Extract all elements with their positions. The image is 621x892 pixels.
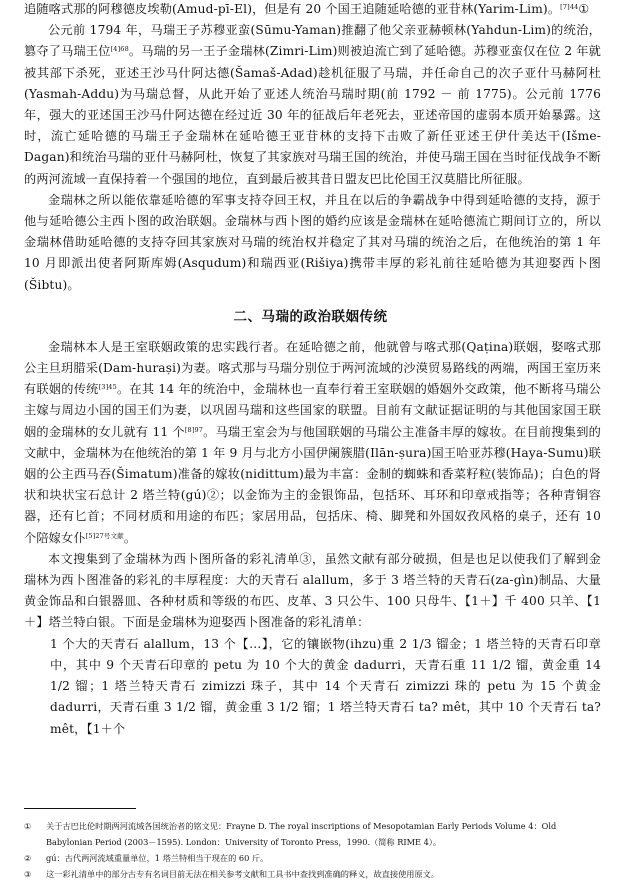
footnote-mark: ② [206,488,220,503]
footnote-mark: ① [578,2,590,16]
paragraph-text: 。在其 14 年的统治中，金瑞林也一直奉行着王室联姻的婚姻外交政策，他不断将马瑞公主嫁与周边小国的国王们为妻，以巩固马瑞和这些国家的联盟。目前有文献证据证明的与其他国家国王联姻的金瑞林的女儿就有 11 个 [24,382,602,439]
footnote-text: 这一彩礼清单中的部分古专有名词目前无法在相关参考文献和工具书中查找到准确的释义，故直接使用原文。 [46,869,440,879]
citation-ref: [4]68 [110,45,129,54]
section-heading: 二、马瑞的政治联姻传统 [233,308,388,325]
footnote-number: ③ [24,869,32,879]
paragraph-text: 金瑞林本人是王室联姻政策的忠实践行者。在延哈德之前，他就曾与喀式那(Qaṭina)联姻，娶喀式那公主旦玥腊采(Dam-hurași)为妻。喀式那与马瑞分别位于两河流域的沙漠贸易路线的两端，两国王室历来有联姻的传统 [24,339,601,397]
footnotes [24,818,602,882]
paragraph-text: 。马瑞王室会为与他国联姻的马瑞公主准备丰厚的嫁妆。在目前搜集到的文献中，金瑞林为在他统治的第 1 年 9 月与北方小国伊阑簇腊(Ilān-ṣura)国王哈亚苏穆(Haya-Sumu)联姻的公主西马吞(Šimatum)准备的嫁妆(nidittum)最为丰富：金制的蜘蛛和香菜籽粒(装饰品)；白色的肾状和块状宝石总计 2 塔兰特(gú) [24,424,601,503]
footnote-2 [24,850,602,866]
paragraph-text: 。马瑞的另一王子金瑞林(Zimri-Lim)则被迫流亡到了延哈德。苏穆亚蛮仅在位 2 年就被其部下杀死，亚述王沙马什阿达德(Šamaš-Adad)趁机征服了马瑞，并任命自己的次子亚什马赫阿杜(Yasmah-Addu)为马瑞总督，从此开始了亚述人统治马瑞时期(前 1792 － 前 1775)。公元前 1776 年，强大的亚述国王沙马什阿达德在经过近 30 年的征战后年老死去，亚述帝国的虚弱本质开始暴露。这时，流亡延哈德的马瑞王子金瑞林在延哈德王亚苷林的支持下击败了新任亚述王伊什美达干(Išme-Dagan)和统治马瑞的亚什马赫阿杜，恢复了其家族对马瑞王国的统治，并使马瑞王国在当时征伐战争不断的两河流域一直保持着一个强国的地位，直到最后被其昔日盟友巴比伦国王汉莫腊比所征服。 [24,44,601,186]
citation-ref: [3]45 [98,383,117,392]
dowry-list-quote [0,634,621,740]
citation-ref: [5]27号文献 [85,531,124,540]
footnote-text: 关于古巴比伦时期两河流域各国统治者的铭文见：Frayne D. The royal inscriptions of Mesopotamian Early Periods Volume 4：Old Babylonian Period (2003－1595). London：University of Toronto Press，1990.（简称 RIME 4）。 [46,821,557,847]
quote-text: 1 个大的天青石 alallum，13 个【…】，它的镶嵌物(ihzu)重 2 1/3 镏金；1 塔兰特的天青石印章中，其中 9 个天青石印章的 petu 为 10 个大的黄金 dadurri，天青石重 11 1/2 镏，黄金重 14 1/2 镏；1 塔兰特天青石 zimizzi 珠子，其中 14 个天青石 zimizzi 珠的 petu 为 15 个黄金 dadurri，天青石重 3 1/2 镏，黄金重 3 1/2 镏；1 塔兰特天青石 ta? mêt，其中 10 个天青石 ta? mêt，【1＋个 [50,636,601,736]
paragraph-1 [0,20,621,190]
footnote-3 [24,866,602,882]
paragraph-text: 公元前 1794 年，马瑞王子苏穆亚蛮(Sūmu-Yaman)推翻了他父亲亚赫顿林(Yahdun-Lim)的统治，篡夺了马瑞王位 [24,23,601,59]
paragraph-text: 追随喀式那的阿穆德皮埃勒(Amud-pī-El)，但是有 20 个国王追随延哈德的亚苷林(Yarim-Lim)。 [24,2,561,16]
paragraph-2 [0,190,621,296]
citation-ref: [7]44 [560,3,579,11]
paragraph-3 [0,337,621,549]
footnote-text: gú：古代两河流域重量单位，1 塔兰特相当于现在的 60 斤。 [46,853,269,863]
paragraph-text: ；以金饰为主的金银饰品，包括环、耳环和印章戒指等；各种青铜容器，还有匕首；不同材质和用途的布匹；家居用品，包括床、椅、脚凳和外国奴孜风格的桌子，还有 10 个陪嫁女仆 [24,488,602,545]
paragraph-4 [0,549,621,634]
footnote-1 [24,818,602,850]
paragraph-text: 本文搜集到了金瑞林为西卜图所备的彩礼清单③，虽然文献有部分破损，但是也足以使我们了解到金瑞林为西卜图准备的彩礼的丰厚程度：大的天青石 alallum，多于 3 塔兰特的天青石(za-gìn)制品、大量黄金饰品和白银器皿、各种材质和等级的布匹、皮革、3 只公牛、100 只母牛、【1＋】千 400 只羊、【1＋】塔兰特白银。下面是金瑞林为迎娶西卜图准备的彩礼清单： [24,551,601,630]
footnote-number: ② [24,853,32,863]
paragraph-text: 。 [123,530,137,545]
footnote-number: ① [24,821,32,831]
paragraph-0 [0,0,621,20]
paragraph-text: 金瑞林之所以能依靠延哈德的军事支持夺回王权，并且在以后的争霸战争中得到延哈德的支持，源于他与延哈德公主西卜图的政治联姻。金瑞林与西卜图的婚约应该是金瑞林在延哈德流亡期间订立的，所以金瑞林借助延哈德的支持夺回其家族对马瑞的统治权并稳定了其对马瑞的统治之后，在他统治的第 1 年 10 月即派出使者阿斯库姆(Asqudum)和瑞西亚(Rišiya)携带丰厚的彩礼前往延哈德为其迎娶西卜图(Šibtu)。 [24,192,601,292]
citation-ref: [8]97 [184,425,204,434]
footnote-divider [24,808,136,809]
